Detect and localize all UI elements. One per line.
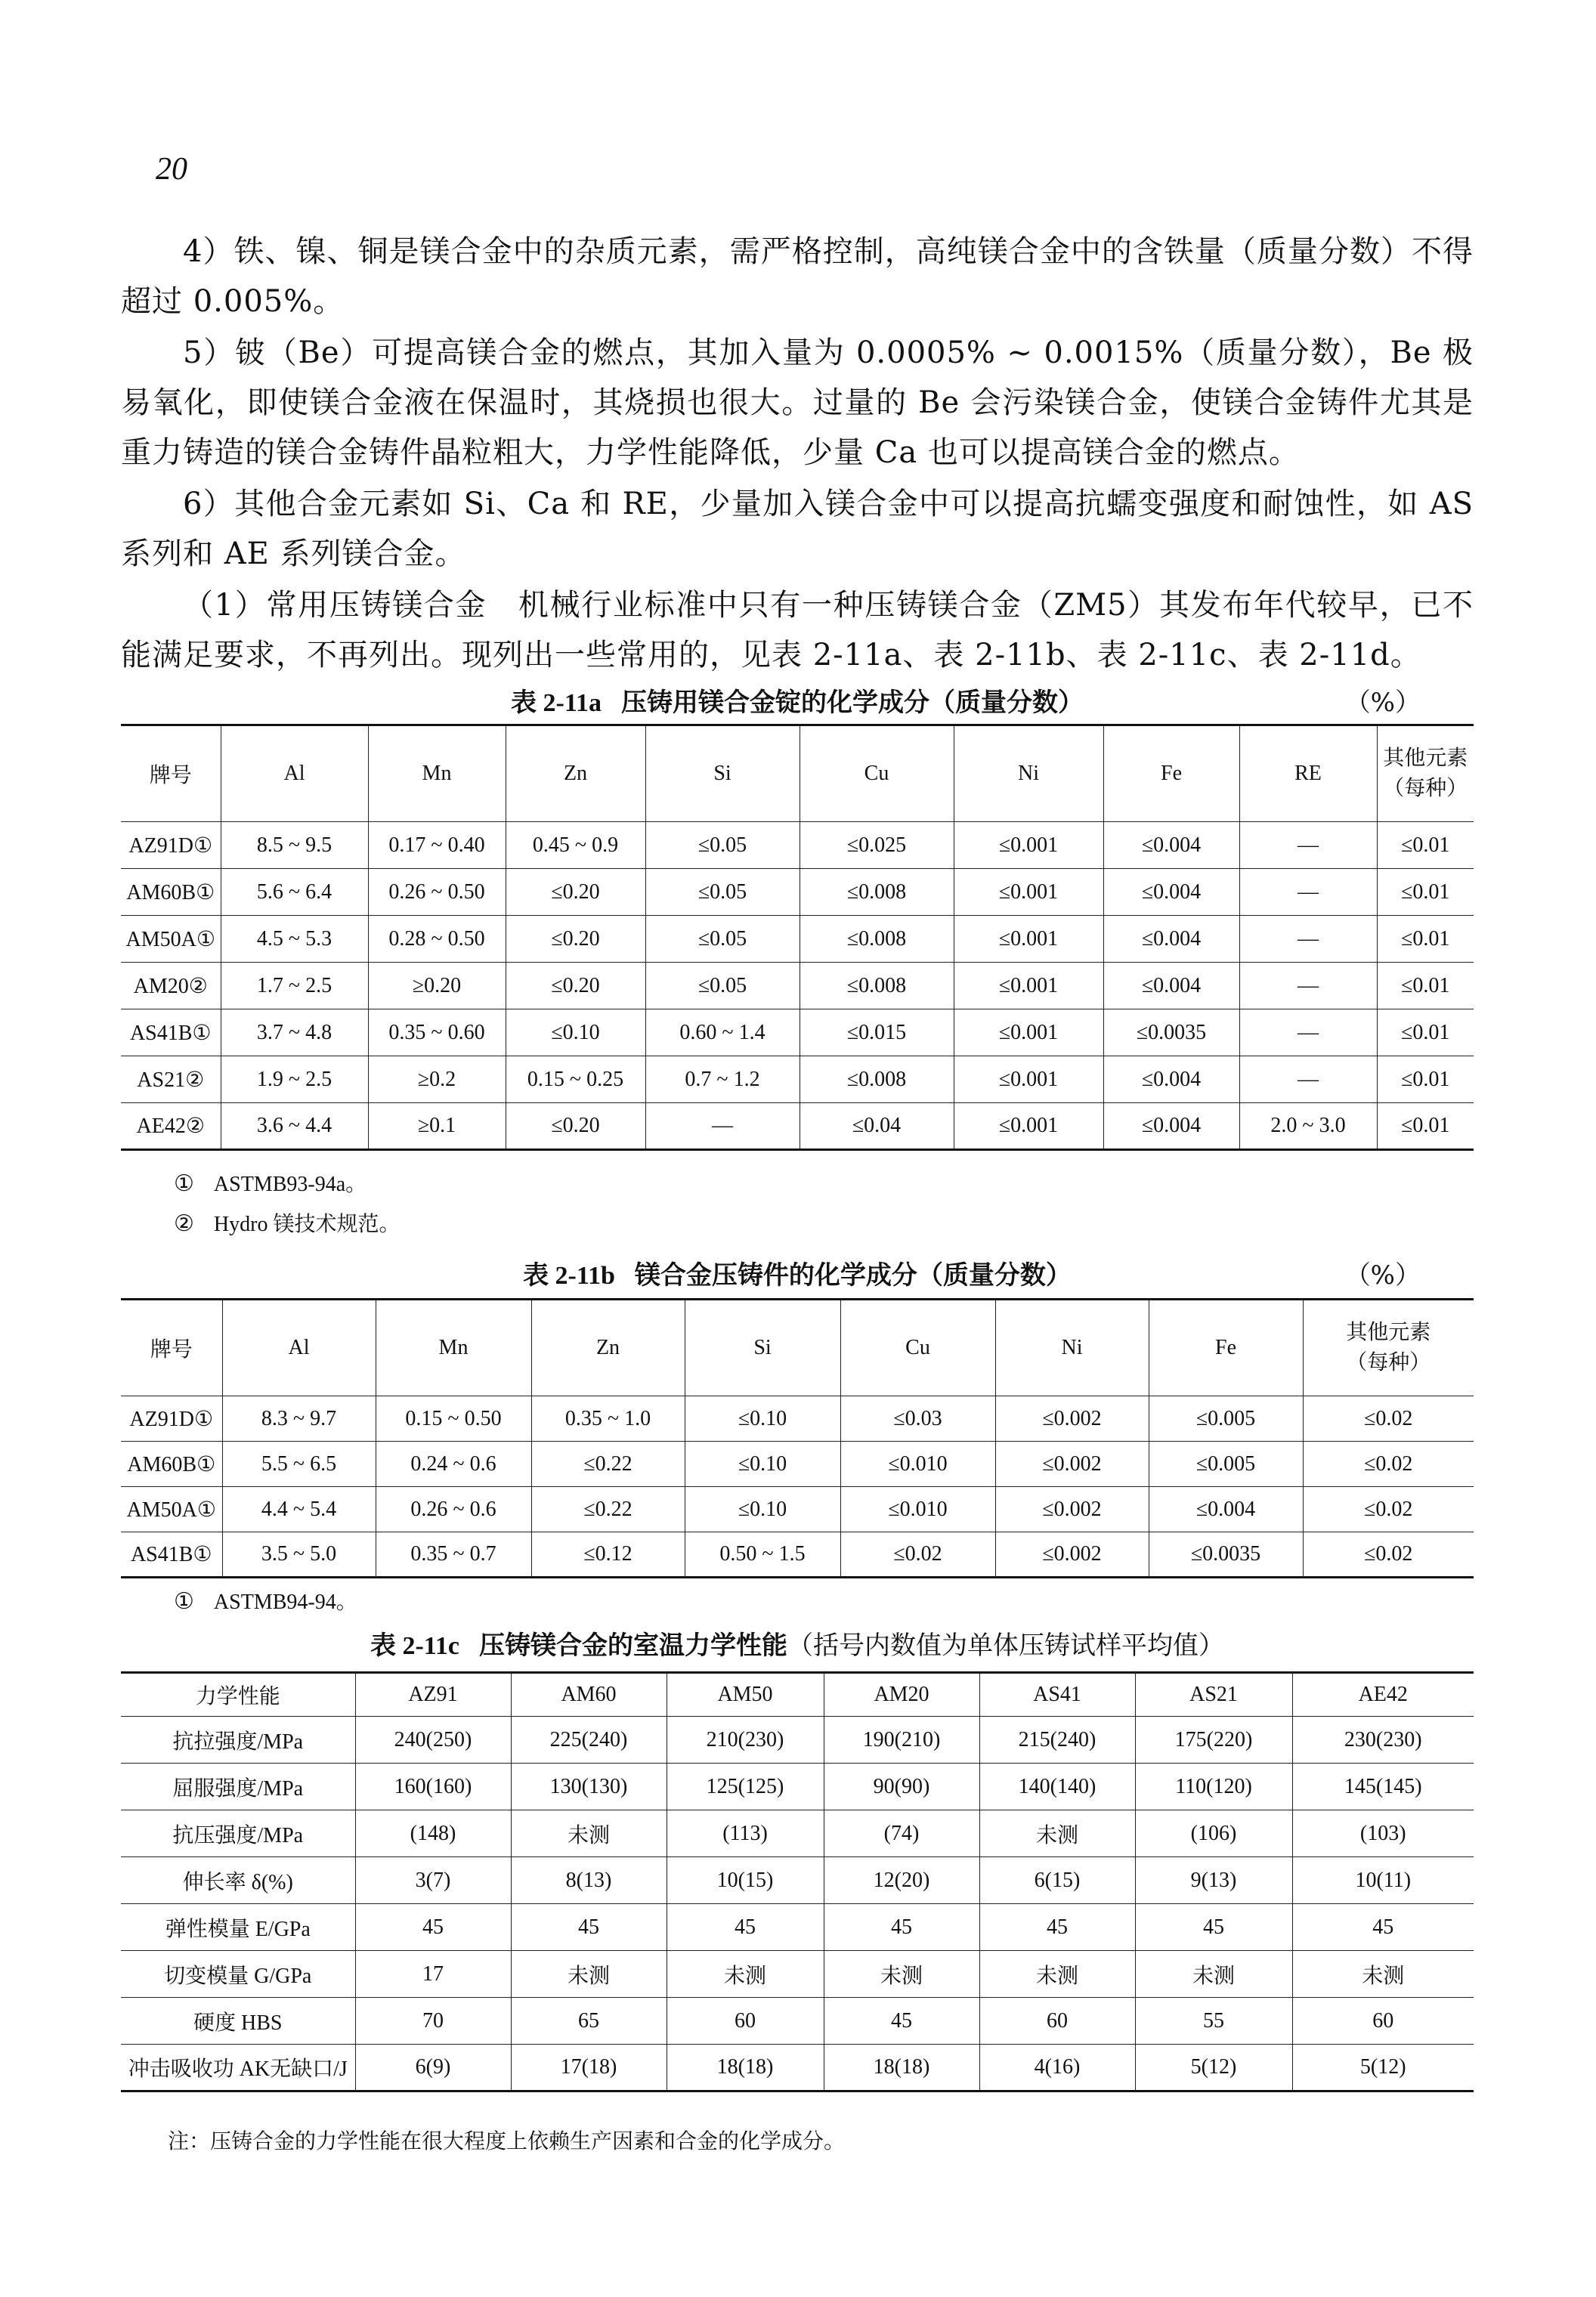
table-cell: 未测 <box>1292 1951 1474 1998</box>
table-cell: ≤0.005 <box>1149 1442 1303 1487</box>
table-cell: 125(125) <box>667 1764 824 1810</box>
header-cell: Cu <box>800 725 954 822</box>
table-cell: 6(15) <box>979 1857 1135 1904</box>
paragraph-beryllium: 5）铍（Be）可提高镁合金的燃点，其加入量为 0.0005% ~ 0.0015%（质量分数），Be 极易氧化，即使镁合金液在保温时，其烧损也很大。过量的 Be 会污染镁合金，使镁合金铸件尤其是重力铸造的镁合金铸件晶粒粗大，力学性能降低，少量 Ca 也可以提高镁合金的燃点。 <box>121 335 1474 470</box>
table-cell: 0.15 ~ 0.50 <box>376 1396 531 1442</box>
table-cell: ≤0.22 <box>531 1442 685 1487</box>
table-cell: ≤0.05 <box>645 869 800 916</box>
table-cell: 未测 <box>667 1951 824 1998</box>
table-cell: 5.5 ~ 6.5 <box>222 1442 376 1487</box>
table-cell: 2.0 ~ 3.0 <box>1239 1103 1377 1150</box>
table-cell: 5(12) <box>1292 2045 1474 2091</box>
table-cell: AM60B① <box>121 869 221 916</box>
header-cell: Al <box>222 1300 376 1396</box>
table-c <box>121 1671 1474 2092</box>
table-cell: ≤0.04 <box>800 1103 954 1150</box>
table-cell: AM50A① <box>121 1487 222 1532</box>
table-cell: 0.35 ~ 0.7 <box>376 1532 531 1578</box>
table-row <box>121 1998 1474 2045</box>
table-cell: ≤0.01 <box>1377 916 1474 963</box>
paragraph-common-alloys: （1）常用压铸镁合金 机械行业标准中只有一种压铸镁合金（ZM5）其发布年代较早，已不能满足要求，不再列出。现列出一些常用的，见表 2-11a、表 2-11b、表 2-11c、表 2-11d。 <box>121 588 1474 672</box>
table-cell: 0.15 ~ 0.25 <box>506 1056 645 1103</box>
table-cell: ≤0.01 <box>1377 1009 1474 1056</box>
header-cell: Al <box>221 725 368 822</box>
table-cell: 切变模量 G/GPa <box>121 1951 355 1998</box>
table-cell: (113) <box>667 1810 824 1857</box>
table-cell: ≤0.001 <box>954 869 1103 916</box>
header-cell: Fe <box>1149 1300 1303 1396</box>
table-cell: 10(11) <box>1292 1857 1474 1904</box>
table-cell: ≤0.05 <box>645 822 800 869</box>
table-cell: ≤0.002 <box>995 1487 1149 1532</box>
table-row <box>121 1717 1474 1764</box>
table-cell: 抗压强度/MPa <box>121 1810 355 1857</box>
table-c-number: 表 2-11c <box>370 1632 460 1660</box>
header-cell: AM20 <box>824 1673 979 1717</box>
table-cell: ≤0.002 <box>995 1532 1149 1578</box>
table-cell: 60 <box>667 1998 824 2045</box>
table-cell: 18(18) <box>667 2045 824 2091</box>
table-cell: ≤0.03 <box>840 1396 995 1442</box>
body-text <box>121 227 1474 682</box>
paragraph-iron-nickel-copper: 4）铁、镍、铜是镁合金中的杂质元素，需严格控制，高纯镁合金中的含铁量（质量分数）不得超过 0.005%。 <box>121 234 1474 319</box>
table-cell: ≤0.008 <box>800 1056 954 1103</box>
table-cell: 4.4 ~ 5.4 <box>222 1487 376 1532</box>
table-cell: 45 <box>511 1904 667 1951</box>
header-cell: Zn <box>531 1300 685 1396</box>
header-cell-other-elements <box>1377 725 1474 822</box>
table-cell: — <box>1239 916 1377 963</box>
table-cell: 45 <box>1135 1904 1292 1951</box>
table-row <box>121 1764 1474 1810</box>
header-cell: Ni <box>954 725 1103 822</box>
header-other-line2: （每种） <box>1383 777 1468 800</box>
table-cell: (103) <box>1292 1810 1474 1857</box>
table-cell: 0.17 ~ 0.40 <box>368 822 506 869</box>
table-cell: 110(120) <box>1135 1764 1292 1810</box>
table-cell: ≤0.05 <box>645 916 800 963</box>
header-cell: AS41 <box>979 1673 1135 1717</box>
table-a-footnote-2 <box>174 1207 400 1238</box>
table-cell: ≤0.001 <box>954 916 1103 963</box>
table-cell: 70 <box>355 1998 511 2045</box>
table-row <box>121 1904 1474 1951</box>
table-cell: 3.6 ~ 4.4 <box>221 1103 368 1150</box>
table-cell: ≥0.20 <box>368 963 506 1009</box>
table-cell: ≤0.004 <box>1103 963 1239 1009</box>
header-cell: 力学性能 <box>121 1673 355 1717</box>
table-cell: ≤0.004 <box>1103 822 1239 869</box>
table-cell: AM50A① <box>121 916 221 963</box>
table-cell: 45 <box>979 1904 1135 1951</box>
table-cell: ≤0.001 <box>954 1009 1103 1056</box>
header-cell: Fe <box>1103 725 1239 822</box>
table-cell: 215(240) <box>979 1717 1135 1764</box>
table-cell: ≤0.0035 <box>1103 1009 1239 1056</box>
table-cell: ≤0.01 <box>1377 869 1474 916</box>
table-cell: 8.3 ~ 9.7 <box>222 1396 376 1442</box>
table-cell: 4(16) <box>979 2045 1135 2091</box>
table-cell: ≤0.12 <box>531 1532 685 1578</box>
table-cell: 65 <box>511 1998 667 2045</box>
table-cell: 3.7 ~ 4.8 <box>221 1009 368 1056</box>
table-b <box>121 1298 1474 1578</box>
table-cell: ≤0.008 <box>800 916 954 963</box>
table-cell: 0.26 ~ 0.50 <box>368 869 506 916</box>
table-cell: ≤0.10 <box>685 1396 840 1442</box>
table-a-footnote-1 <box>174 1167 367 1198</box>
table-cell: 5(12) <box>1135 2045 1292 2091</box>
table-cell: 未测 <box>824 1951 979 1998</box>
table-cell: (106) <box>1135 1810 1292 1857</box>
table-cell: 9(13) <box>1135 1857 1292 1904</box>
table-cell: 未测 <box>511 1810 667 1857</box>
table-cell: 0.45 ~ 0.9 <box>506 822 645 869</box>
table-cell: ≤0.02 <box>1303 1532 1474 1578</box>
table-cell: ≤0.001 <box>954 963 1103 1009</box>
table-row <box>121 1056 1474 1103</box>
table-row <box>121 1396 1474 1442</box>
table-cell: ≤0.10 <box>506 1009 645 1056</box>
table-cell: ≤0.008 <box>800 963 954 1009</box>
header-cell: Mn <box>368 725 506 822</box>
table-cell: ≥0.1 <box>368 1103 506 1150</box>
table-cell: 抗拉强度/MPa <box>121 1717 355 1764</box>
table-cell: ≥0.2 <box>368 1056 506 1103</box>
table-cell: ≤0.008 <box>800 869 954 916</box>
footnote-mark: ② <box>174 1211 194 1236</box>
table-cell: ≤0.001 <box>954 1103 1103 1150</box>
table-cell: AZ91D① <box>121 822 221 869</box>
table-cell: 0.7 ~ 1.2 <box>645 1056 800 1103</box>
table-row <box>121 2045 1474 2091</box>
table-cell: 伸长率 δ(%) <box>121 1857 355 1904</box>
table-cell: 60 <box>1292 1998 1474 2045</box>
table-cell: ≤0.01 <box>1377 963 1474 1009</box>
table-cell: 弹性模量 E/GPa <box>121 1904 355 1951</box>
table-row <box>121 1487 1474 1532</box>
table-row <box>121 822 1474 869</box>
table-cell: ≤0.10 <box>685 1487 840 1532</box>
table-cell: AS21② <box>121 1056 221 1103</box>
table-row <box>121 1810 1474 1857</box>
table-cell: 0.26 ~ 0.6 <box>376 1487 531 1532</box>
header-cell: AE42 <box>1292 1673 1474 1717</box>
footnote-text: Hydro 镁技术规范。 <box>213 1213 401 1236</box>
table-cell: 145(145) <box>1292 1764 1474 1810</box>
table-row <box>121 1103 1474 1150</box>
table-cell: 130(130) <box>511 1764 667 1810</box>
footnote-mark: ① <box>174 1171 194 1196</box>
table-cell: ≤0.001 <box>954 822 1103 869</box>
table-a-number: 表 2-11a <box>511 689 602 717</box>
table-row <box>121 963 1474 1009</box>
table-cell: 240(250) <box>355 1717 511 1764</box>
table-cell: 17(18) <box>511 2045 667 2091</box>
table-cell: — <box>1239 869 1377 916</box>
table-cell: 0.35 ~ 1.0 <box>531 1396 685 1442</box>
header-cell: Si <box>685 1300 840 1396</box>
table-cell: (148) <box>355 1810 511 1857</box>
table-cell: — <box>645 1103 800 1150</box>
table-a-header-row <box>121 725 1474 822</box>
table-b-caption <box>121 1254 1474 1292</box>
table-c-title: 压铸镁合金的室温力学性能 <box>479 1631 788 1661</box>
table-c-subtitle: （括号内数值为单体压铸试样平均值） <box>787 1631 1225 1661</box>
table-cell: 0.24 ~ 0.6 <box>376 1442 531 1487</box>
header-cell: Ni <box>995 1300 1149 1396</box>
table-cell: ≤0.004 <box>1103 1103 1239 1150</box>
table-row <box>121 916 1474 963</box>
table-cell: ≤0.20 <box>506 916 645 963</box>
table-cell: ≤0.0035 <box>1149 1532 1303 1578</box>
table-cell: ≤0.002 <box>995 1396 1149 1442</box>
table-c-note: 注：压铸合金的力学性能在很大程度上依赖生产因素和合金的化学成分。 <box>168 2129 846 2153</box>
table-cell: ≤0.005 <box>1149 1396 1303 1442</box>
table-cell: 45 <box>355 1904 511 1951</box>
table-a-caption <box>121 682 1474 719</box>
table-cell: 0.35 ~ 0.60 <box>368 1009 506 1056</box>
footnote-text: ASTMB94-94。 <box>213 1591 357 1614</box>
table-cell: ≤0.01 <box>1377 1103 1474 1150</box>
header-cell: AM60 <box>511 1673 667 1717</box>
header-cell: AS21 <box>1135 1673 1292 1717</box>
table-cell: 140(140) <box>979 1764 1135 1810</box>
table-cell: 未测 <box>979 1951 1135 1998</box>
table-cell: 冲击吸收功 AK无缺口/J <box>121 2045 355 2091</box>
table-cell: 12(20) <box>824 1857 979 1904</box>
header-cell: AM50 <box>667 1673 824 1717</box>
table-cell: 45 <box>1292 1904 1474 1951</box>
table-b-unit: （%） <box>1344 1260 1421 1291</box>
table-b-title: 镁合金压铸件的化学成分（质量分数） <box>634 1260 1072 1291</box>
table-cell: AS41B① <box>121 1009 221 1056</box>
table-row <box>121 1442 1474 1487</box>
table-c-caption <box>121 1625 1474 1662</box>
table-cell: 190(210) <box>824 1717 979 1764</box>
table-cell: 硬度 HBS <box>121 1998 355 2045</box>
table-row <box>121 1009 1474 1056</box>
table-cell: ≤0.02 <box>1303 1442 1474 1487</box>
table-cell: 6(9) <box>355 2045 511 2091</box>
table-cell: 未测 <box>511 1951 667 1998</box>
table-cell: 230(230) <box>1292 1717 1474 1764</box>
paragraph-other-elements: 6）其他合金元素如 Si、Ca 和 RE，少量加入镁合金中可以提高抗蠕变强度和耐蚀性，如 AS 系列和 AE 系列镁合金。 <box>121 487 1474 571</box>
table-cell: 0.60 ~ 1.4 <box>645 1009 800 1056</box>
table-b-header-row <box>121 1300 1474 1396</box>
header-cell: AZ91 <box>355 1673 511 1717</box>
table-c-header-row <box>121 1673 1474 1717</box>
table-cell: ≤0.001 <box>954 1056 1103 1103</box>
table-cell: 55 <box>1135 1998 1292 2045</box>
table-cell: 3.5 ~ 5.0 <box>222 1532 376 1578</box>
table-cell: 3(7) <box>355 1857 511 1904</box>
table-cell: ≤0.004 <box>1149 1487 1303 1532</box>
table-cell: 5.6 ~ 6.4 <box>221 869 368 916</box>
table-row <box>121 1532 1474 1578</box>
table-cell: ≤0.02 <box>1303 1487 1474 1532</box>
table-cell: 90(90) <box>824 1764 979 1810</box>
table-cell: AE42② <box>121 1103 221 1150</box>
table-cell: 4.5 ~ 5.3 <box>221 916 368 963</box>
table-b-footnote-1 <box>174 1585 357 1615</box>
table-cell: ≤0.20 <box>506 869 645 916</box>
table-cell: 45 <box>667 1904 824 1951</box>
table-cell: ≤0.004 <box>1103 1056 1239 1103</box>
table-cell: ≤0.002 <box>995 1442 1149 1487</box>
table-cell: 0.28 ~ 0.50 <box>368 916 506 963</box>
table-cell: ≤0.20 <box>506 1103 645 1150</box>
table-a-unit: （%） <box>1344 688 1421 718</box>
header-cell-other-elements <box>1303 1300 1474 1396</box>
table-cell: — <box>1239 822 1377 869</box>
header-cell: Zn <box>506 725 645 822</box>
table-cell: — <box>1239 1009 1377 1056</box>
table-cell: ≤0.10 <box>685 1442 840 1487</box>
table-cell: — <box>1239 963 1377 1009</box>
table-cell: 8.5 ~ 9.5 <box>221 822 368 869</box>
header-cell: Si <box>645 725 800 822</box>
table-cell: 0.50 ~ 1.5 <box>685 1532 840 1578</box>
table-cell: 18(18) <box>824 2045 979 2091</box>
table-cell: AZ91D① <box>121 1396 222 1442</box>
table-cell: 60 <box>979 1998 1135 2045</box>
footnote-mark: ① <box>174 1589 194 1614</box>
table-cell: 8(13) <box>511 1857 667 1904</box>
header-other-line2: （每种） <box>1346 1351 1431 1374</box>
header-other-line1: 其他元素 <box>1383 747 1468 770</box>
table-cell: 1.7 ~ 2.5 <box>221 963 368 1009</box>
table-cell: 10(15) <box>667 1857 824 1904</box>
table-cell: 1.9 ~ 2.5 <box>221 1056 368 1103</box>
table-cell: ≤0.20 <box>506 963 645 1009</box>
table-cell: 屈服强度/MPa <box>121 1764 355 1810</box>
table-cell: ≤0.004 <box>1103 916 1239 963</box>
table-cell: ≤0.025 <box>800 822 954 869</box>
table-cell: 160(160) <box>355 1764 511 1810</box>
table-cell: 未测 <box>1135 1951 1292 1998</box>
table-cell: (74) <box>824 1810 979 1857</box>
table-cell: ≤0.004 <box>1103 869 1239 916</box>
table-cell: ≤0.01 <box>1377 822 1474 869</box>
table-cell: AM60B① <box>121 1442 222 1487</box>
header-other-line1: 其他元素 <box>1346 1321 1431 1344</box>
table-cell: ≤0.015 <box>800 1009 954 1056</box>
page-number: 20 <box>156 152 187 187</box>
header-cell: 牌号 <box>121 725 221 822</box>
table-cell: — <box>1239 1056 1377 1103</box>
table-a <box>121 724 1474 1151</box>
table-cell: AM20② <box>121 963 221 1009</box>
table-cell: 未测 <box>979 1810 1135 1857</box>
table-a-title: 压铸用镁合金锭的化学成分（质量分数） <box>620 688 1084 718</box>
header-cell: 牌号 <box>121 1300 222 1396</box>
table-cell: ≤0.02 <box>1303 1396 1474 1442</box>
table-row <box>121 1857 1474 1904</box>
table-cell: ≤0.010 <box>840 1487 995 1532</box>
header-cell: Mn <box>376 1300 531 1396</box>
footnote-text: ASTMB93-94a。 <box>213 1173 367 1196</box>
table-cell: ≤0.010 <box>840 1442 995 1487</box>
table-cell: ≤0.22 <box>531 1487 685 1532</box>
table-cell: 45 <box>824 1904 979 1951</box>
table-row <box>121 869 1474 916</box>
table-cell: 210(230) <box>667 1717 824 1764</box>
table-cell: 225(240) <box>511 1717 667 1764</box>
header-cell: RE <box>1239 725 1377 822</box>
header-cell: Cu <box>840 1300 995 1396</box>
table-cell: ≤0.02 <box>840 1532 995 1578</box>
table-b-number: 表 2-11b <box>523 1262 615 1290</box>
table-cell: ≤0.01 <box>1377 1056 1474 1103</box>
table-cell: ≤0.05 <box>645 963 800 1009</box>
table-cell: 17 <box>355 1951 511 1998</box>
table-row <box>121 1951 1474 1998</box>
table-cell: 175(220) <box>1135 1717 1292 1764</box>
table-cell: 45 <box>824 1998 979 2045</box>
table-cell: AS41B① <box>121 1532 222 1578</box>
